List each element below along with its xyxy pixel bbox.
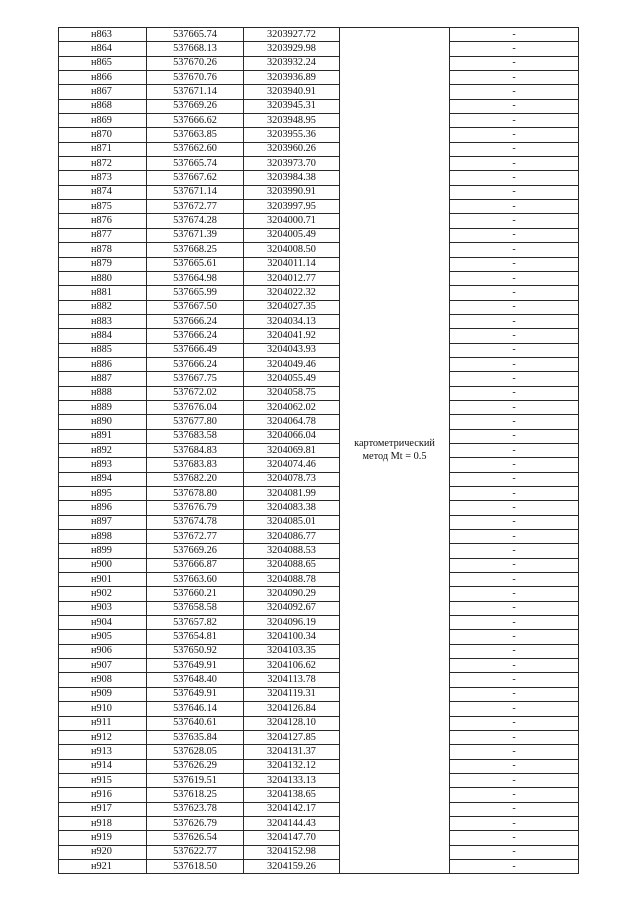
point-number-cell: н873 — [59, 171, 147, 185]
x-coordinate-cell: 537663.85 — [147, 128, 244, 142]
y-coordinate-cell: 3204127.85 — [244, 730, 340, 744]
table-row — [59, 157, 579, 171]
point-number-cell: н879 — [59, 257, 147, 271]
table-row — [59, 587, 579, 601]
x-coordinate-cell: 537683.58 — [147, 429, 244, 443]
point-number-cell: н883 — [59, 314, 147, 328]
y-coordinate-cell: 3204131.37 — [244, 745, 340, 759]
y-coordinate-cell: 3204106.62 — [244, 659, 340, 673]
point-number-cell: н910 — [59, 702, 147, 716]
y-coordinate-cell: 3203984.38 — [244, 171, 340, 185]
method-line-2: метод Mt = 0.5 — [362, 450, 427, 462]
y-coordinate-cell: 3204100.34 — [244, 630, 340, 644]
x-coordinate-cell: 537660.21 — [147, 587, 244, 601]
dash-cell: - — [450, 487, 579, 501]
table-row — [59, 573, 579, 587]
y-coordinate-cell: 3203936.89 — [244, 71, 340, 85]
x-coordinate-cell: 537671.14 — [147, 85, 244, 99]
y-coordinate-cell: 3204058.75 — [244, 386, 340, 400]
dash-cell: - — [450, 601, 579, 615]
table-row — [59, 773, 579, 787]
dash-cell: - — [450, 386, 579, 400]
y-coordinate-cell: 3204119.31 — [244, 687, 340, 701]
point-number-cell: н885 — [59, 343, 147, 357]
point-number-cell: н916 — [59, 788, 147, 802]
y-coordinate-cell: 3204088.78 — [244, 573, 340, 587]
dash-cell: - — [450, 429, 579, 443]
dash-cell: - — [450, 400, 579, 414]
point-number-cell: н918 — [59, 816, 147, 830]
x-coordinate-cell: 537648.40 — [147, 673, 244, 687]
dash-cell: - — [450, 343, 579, 357]
dash-cell: - — [450, 458, 579, 472]
x-coordinate-cell: 537669.26 — [147, 544, 244, 558]
table-row — [59, 458, 579, 472]
dash-cell: - — [450, 616, 579, 630]
y-coordinate-cell: 3204055.49 — [244, 372, 340, 386]
x-coordinate-cell: 537619.51 — [147, 773, 244, 787]
y-coordinate-cell: 3204078.73 — [244, 472, 340, 486]
table-row — [59, 85, 579, 99]
x-coordinate-cell: 537618.50 — [147, 859, 244, 873]
x-coordinate-cell: 537666.62 — [147, 114, 244, 128]
dash-cell: - — [450, 300, 579, 314]
y-coordinate-cell: 3203990.91 — [244, 185, 340, 199]
y-coordinate-cell: 3204011.14 — [244, 257, 340, 271]
point-number-cell: н917 — [59, 802, 147, 816]
table-row — [59, 644, 579, 658]
point-number-cell: н874 — [59, 185, 147, 199]
y-coordinate-cell: 3204041.92 — [244, 329, 340, 343]
y-coordinate-cell: 3204012.77 — [244, 271, 340, 285]
dash-cell: - — [450, 816, 579, 830]
point-number-cell: н868 — [59, 99, 147, 113]
dash-cell: - — [450, 472, 579, 486]
table-row — [59, 114, 579, 128]
method-line-1: картометрический — [354, 438, 435, 450]
x-coordinate-cell: 537684.83 — [147, 443, 244, 457]
point-number-cell: н882 — [59, 300, 147, 314]
point-number-cell: н889 — [59, 400, 147, 414]
point-number-cell: н865 — [59, 56, 147, 70]
point-number-cell: н919 — [59, 831, 147, 845]
dash-cell: - — [450, 730, 579, 744]
x-coordinate-cell: 537676.04 — [147, 400, 244, 414]
y-coordinate-cell: 3203929.98 — [244, 42, 340, 56]
x-coordinate-cell: 537669.26 — [147, 99, 244, 113]
x-coordinate-cell: 537663.60 — [147, 573, 244, 587]
y-coordinate-cell: 3204113.78 — [244, 673, 340, 687]
table-row — [59, 501, 579, 515]
table-row — [59, 687, 579, 701]
y-coordinate-cell: 3204008.50 — [244, 243, 340, 257]
point-number-cell: н878 — [59, 243, 147, 257]
point-number-cell: н913 — [59, 745, 147, 759]
dash-cell: - — [450, 558, 579, 572]
table-row — [59, 487, 579, 501]
dash-cell: - — [450, 286, 579, 300]
point-number-cell: н866 — [59, 71, 147, 85]
y-coordinate-cell: 3204085.01 — [244, 515, 340, 529]
dash-cell: - — [450, 788, 579, 802]
table-row — [59, 243, 579, 257]
table-row — [59, 343, 579, 357]
x-coordinate-cell: 537626.54 — [147, 831, 244, 845]
table-row — [59, 56, 579, 70]
x-coordinate-cell: 537672.02 — [147, 386, 244, 400]
x-coordinate-cell: 537671.39 — [147, 228, 244, 242]
table-row — [59, 716, 579, 730]
dash-cell: - — [450, 745, 579, 759]
dash-cell: - — [450, 845, 579, 859]
table-row — [59, 257, 579, 271]
table-row — [59, 286, 579, 300]
dash-cell: - — [450, 702, 579, 716]
point-number-cell: н892 — [59, 443, 147, 457]
point-number-cell: н898 — [59, 530, 147, 544]
point-number-cell: н911 — [59, 716, 147, 730]
y-coordinate-cell: 3204027.35 — [244, 300, 340, 314]
dash-cell: - — [450, 759, 579, 773]
x-coordinate-cell: 537668.25 — [147, 243, 244, 257]
y-coordinate-cell: 3203927.72 — [244, 28, 340, 42]
table-row — [59, 42, 579, 56]
y-coordinate-cell: 3204066.04 — [244, 429, 340, 443]
x-coordinate-cell: 537666.24 — [147, 329, 244, 343]
table-row — [59, 314, 579, 328]
y-coordinate-cell: 3204144.43 — [244, 816, 340, 830]
x-coordinate-cell: 537658.58 — [147, 601, 244, 615]
table-row — [59, 28, 579, 42]
x-coordinate-cell: 537672.77 — [147, 530, 244, 544]
x-coordinate-cell: 537683.83 — [147, 458, 244, 472]
dash-cell: - — [450, 128, 579, 142]
table-row — [59, 859, 579, 873]
y-coordinate-cell: 3204043.93 — [244, 343, 340, 357]
x-coordinate-cell: 537649.91 — [147, 687, 244, 701]
point-number-cell: н907 — [59, 659, 147, 673]
y-coordinate-cell: 3204103.35 — [244, 644, 340, 658]
y-coordinate-cell: 3203997.95 — [244, 200, 340, 214]
table-row — [59, 472, 579, 486]
dash-cell: - — [450, 28, 579, 42]
x-coordinate-cell: 537626.29 — [147, 759, 244, 773]
dash-cell: - — [450, 831, 579, 845]
table-row — [59, 357, 579, 371]
x-coordinate-cell: 537677.80 — [147, 415, 244, 429]
y-coordinate-cell: 3204086.77 — [244, 530, 340, 544]
table-row — [59, 128, 579, 142]
y-coordinate-cell: 3204069.81 — [244, 443, 340, 457]
dash-cell: - — [450, 329, 579, 343]
x-coordinate-cell: 537646.14 — [147, 702, 244, 716]
x-coordinate-cell: 537628.05 — [147, 745, 244, 759]
dash-cell: - — [450, 214, 579, 228]
table-row — [59, 372, 579, 386]
x-coordinate-cell: 537670.76 — [147, 71, 244, 85]
y-coordinate-cell: 3204152.98 — [244, 845, 340, 859]
y-coordinate-cell: 3203960.26 — [244, 142, 340, 156]
y-coordinate-cell: 3204034.13 — [244, 314, 340, 328]
dash-cell: - — [450, 859, 579, 873]
dash-cell: - — [450, 515, 579, 529]
y-coordinate-cell: 3204126.84 — [244, 702, 340, 716]
dash-cell: - — [450, 630, 579, 644]
x-coordinate-cell: 537666.49 — [147, 343, 244, 357]
x-coordinate-cell: 537674.28 — [147, 214, 244, 228]
x-coordinate-cell: 537670.26 — [147, 56, 244, 70]
y-coordinate-cell: 3204142.17 — [244, 802, 340, 816]
point-number-cell: н914 — [59, 759, 147, 773]
table-row — [59, 71, 579, 85]
dash-cell: - — [450, 157, 579, 171]
table-row — [59, 616, 579, 630]
table-row — [59, 730, 579, 744]
point-number-cell: н921 — [59, 859, 147, 873]
table-row — [59, 415, 579, 429]
dash-cell: - — [450, 243, 579, 257]
table-row — [59, 386, 579, 400]
y-coordinate-cell: 3203932.24 — [244, 56, 340, 70]
method-cell — [340, 28, 450, 874]
point-number-cell: н890 — [59, 415, 147, 429]
point-number-cell: н904 — [59, 616, 147, 630]
point-number-cell: н872 — [59, 157, 147, 171]
table-row — [59, 443, 579, 457]
x-coordinate-cell: 537665.74 — [147, 157, 244, 171]
y-coordinate-cell: 3204096.19 — [244, 616, 340, 630]
dash-cell: - — [450, 716, 579, 730]
table-row — [59, 329, 579, 343]
x-coordinate-cell: 537640.61 — [147, 716, 244, 730]
point-number-cell: н915 — [59, 773, 147, 787]
x-coordinate-cell: 537666.24 — [147, 314, 244, 328]
point-number-cell: н870 — [59, 128, 147, 142]
point-number-cell: н909 — [59, 687, 147, 701]
table-row — [59, 185, 579, 199]
table-row — [59, 702, 579, 716]
y-coordinate-cell: 3204022.32 — [244, 286, 340, 300]
table-row — [59, 845, 579, 859]
x-coordinate-cell: 537672.77 — [147, 200, 244, 214]
x-coordinate-cell: 537665.61 — [147, 257, 244, 271]
point-number-cell: н900 — [59, 558, 147, 572]
point-number-cell: н908 — [59, 673, 147, 687]
x-coordinate-cell: 537682.20 — [147, 472, 244, 486]
dash-cell: - — [450, 200, 579, 214]
x-coordinate-cell: 537657.82 — [147, 616, 244, 630]
y-coordinate-cell: 3204128.10 — [244, 716, 340, 730]
table-row — [59, 745, 579, 759]
point-number-cell: н893 — [59, 458, 147, 472]
y-coordinate-cell: 3204049.46 — [244, 357, 340, 371]
x-coordinate-cell: 537676.79 — [147, 501, 244, 515]
dash-cell: - — [450, 573, 579, 587]
point-number-cell: н867 — [59, 85, 147, 99]
point-number-cell: н884 — [59, 329, 147, 343]
point-number-cell: н886 — [59, 357, 147, 371]
x-coordinate-cell: 537667.62 — [147, 171, 244, 185]
y-coordinate-cell: 3203945.31 — [244, 99, 340, 113]
dash-cell: - — [450, 544, 579, 558]
x-coordinate-cell: 537667.75 — [147, 372, 244, 386]
dash-cell: - — [450, 185, 579, 199]
table-row — [59, 673, 579, 687]
x-coordinate-cell: 537667.50 — [147, 300, 244, 314]
dash-cell: - — [450, 142, 579, 156]
y-coordinate-cell: 3203973.70 — [244, 157, 340, 171]
dash-cell: - — [450, 99, 579, 113]
point-number-cell: н894 — [59, 472, 147, 486]
x-coordinate-cell: 537678.80 — [147, 487, 244, 501]
table-row — [59, 142, 579, 156]
x-coordinate-cell: 537666.87 — [147, 558, 244, 572]
point-number-cell: н876 — [59, 214, 147, 228]
x-coordinate-cell: 537622.77 — [147, 845, 244, 859]
x-coordinate-cell: 537654.81 — [147, 630, 244, 644]
x-coordinate-cell: 537664.98 — [147, 271, 244, 285]
table-row — [59, 659, 579, 673]
x-coordinate-cell: 537623.78 — [147, 802, 244, 816]
point-number-cell: н897 — [59, 515, 147, 529]
dash-cell: - — [450, 802, 579, 816]
dash-cell: - — [450, 644, 579, 658]
point-number-cell: н869 — [59, 114, 147, 128]
point-number-cell: н888 — [59, 386, 147, 400]
x-coordinate-cell: 537649.91 — [147, 659, 244, 673]
point-number-cell: н899 — [59, 544, 147, 558]
x-coordinate-cell: 537666.24 — [147, 357, 244, 371]
table-row — [59, 200, 579, 214]
dash-cell: - — [450, 501, 579, 515]
y-coordinate-cell: 3203940.91 — [244, 85, 340, 99]
dash-cell: - — [450, 357, 579, 371]
table-row — [59, 630, 579, 644]
x-coordinate-cell: 537650.92 — [147, 644, 244, 658]
table-row — [59, 515, 579, 529]
point-number-cell: н906 — [59, 644, 147, 658]
table-row — [59, 544, 579, 558]
table-row — [59, 601, 579, 615]
table-row — [59, 400, 579, 414]
x-coordinate-cell: 537665.99 — [147, 286, 244, 300]
dash-cell: - — [450, 314, 579, 328]
y-coordinate-cell: 3204062.02 — [244, 400, 340, 414]
x-coordinate-cell: 537626.79 — [147, 816, 244, 830]
table-row — [59, 99, 579, 113]
dash-cell: - — [450, 42, 579, 56]
y-coordinate-cell: 3204083.38 — [244, 501, 340, 515]
table-row — [59, 171, 579, 185]
y-coordinate-cell: 3204081.99 — [244, 487, 340, 501]
dash-cell: - — [450, 443, 579, 457]
dash-cell: - — [450, 773, 579, 787]
point-number-cell: н863 — [59, 28, 147, 42]
y-coordinate-cell: 3204132.12 — [244, 759, 340, 773]
table-row — [59, 300, 579, 314]
table-row — [59, 214, 579, 228]
x-coordinate-cell: 537618.25 — [147, 788, 244, 802]
y-coordinate-cell: 3204005.49 — [244, 228, 340, 242]
point-number-cell: н877 — [59, 228, 147, 242]
dash-cell: - — [450, 228, 579, 242]
y-coordinate-cell: 3203948.95 — [244, 114, 340, 128]
dash-cell: - — [450, 171, 579, 185]
table-row — [59, 271, 579, 285]
table-row — [59, 802, 579, 816]
table-row — [59, 228, 579, 242]
point-number-cell: н901 — [59, 573, 147, 587]
point-number-cell: н871 — [59, 142, 147, 156]
table-row — [59, 788, 579, 802]
dash-cell: - — [450, 71, 579, 85]
point-number-cell: н880 — [59, 271, 147, 285]
y-coordinate-cell: 3204064.78 — [244, 415, 340, 429]
x-coordinate-cell: 537662.60 — [147, 142, 244, 156]
dash-cell: - — [450, 114, 579, 128]
y-coordinate-cell: 3204147.70 — [244, 831, 340, 845]
table-row — [59, 816, 579, 830]
dash-cell: - — [450, 530, 579, 544]
dash-cell: - — [450, 372, 579, 386]
dash-cell: - — [450, 85, 579, 99]
point-number-cell: н902 — [59, 587, 147, 601]
point-number-cell: н887 — [59, 372, 147, 386]
dash-cell: - — [450, 257, 579, 271]
table-row — [59, 831, 579, 845]
y-coordinate-cell: 3204074.46 — [244, 458, 340, 472]
y-coordinate-cell: 3204088.65 — [244, 558, 340, 572]
dash-cell: - — [450, 659, 579, 673]
point-number-cell: н891 — [59, 429, 147, 443]
point-number-cell: н895 — [59, 487, 147, 501]
x-coordinate-cell: 537635.84 — [147, 730, 244, 744]
point-number-cell: н920 — [59, 845, 147, 859]
y-coordinate-cell: 3204000.71 — [244, 214, 340, 228]
y-coordinate-cell: 3204088.53 — [244, 544, 340, 558]
table-row — [59, 558, 579, 572]
point-number-cell: н903 — [59, 601, 147, 615]
x-coordinate-cell: 537665.74 — [147, 28, 244, 42]
dash-cell: - — [450, 56, 579, 70]
dash-cell: - — [450, 673, 579, 687]
y-coordinate-cell: 3204133.13 — [244, 773, 340, 787]
point-number-cell: н905 — [59, 630, 147, 644]
y-coordinate-cell: 3204090.29 — [244, 587, 340, 601]
y-coordinate-cell: 3203955.36 — [244, 128, 340, 142]
y-coordinate-cell: 3204092.67 — [244, 601, 340, 615]
coordinate-table — [58, 27, 579, 874]
x-coordinate-cell: 537671.14 — [147, 185, 244, 199]
table-row — [59, 530, 579, 544]
dash-cell: - — [450, 415, 579, 429]
point-number-cell: н896 — [59, 501, 147, 515]
dash-cell: - — [450, 271, 579, 285]
point-number-cell: н881 — [59, 286, 147, 300]
x-coordinate-cell: 537674.78 — [147, 515, 244, 529]
x-coordinate-cell: 537668.13 — [147, 42, 244, 56]
y-coordinate-cell: 3204138.65 — [244, 788, 340, 802]
y-coordinate-cell: 3204159.26 — [244, 859, 340, 873]
point-number-cell: н864 — [59, 42, 147, 56]
point-number-cell: н912 — [59, 730, 147, 744]
dash-cell: - — [450, 587, 579, 601]
point-number-cell: н875 — [59, 200, 147, 214]
table-row — [59, 429, 579, 443]
table-row — [59, 759, 579, 773]
dash-cell: - — [450, 687, 579, 701]
